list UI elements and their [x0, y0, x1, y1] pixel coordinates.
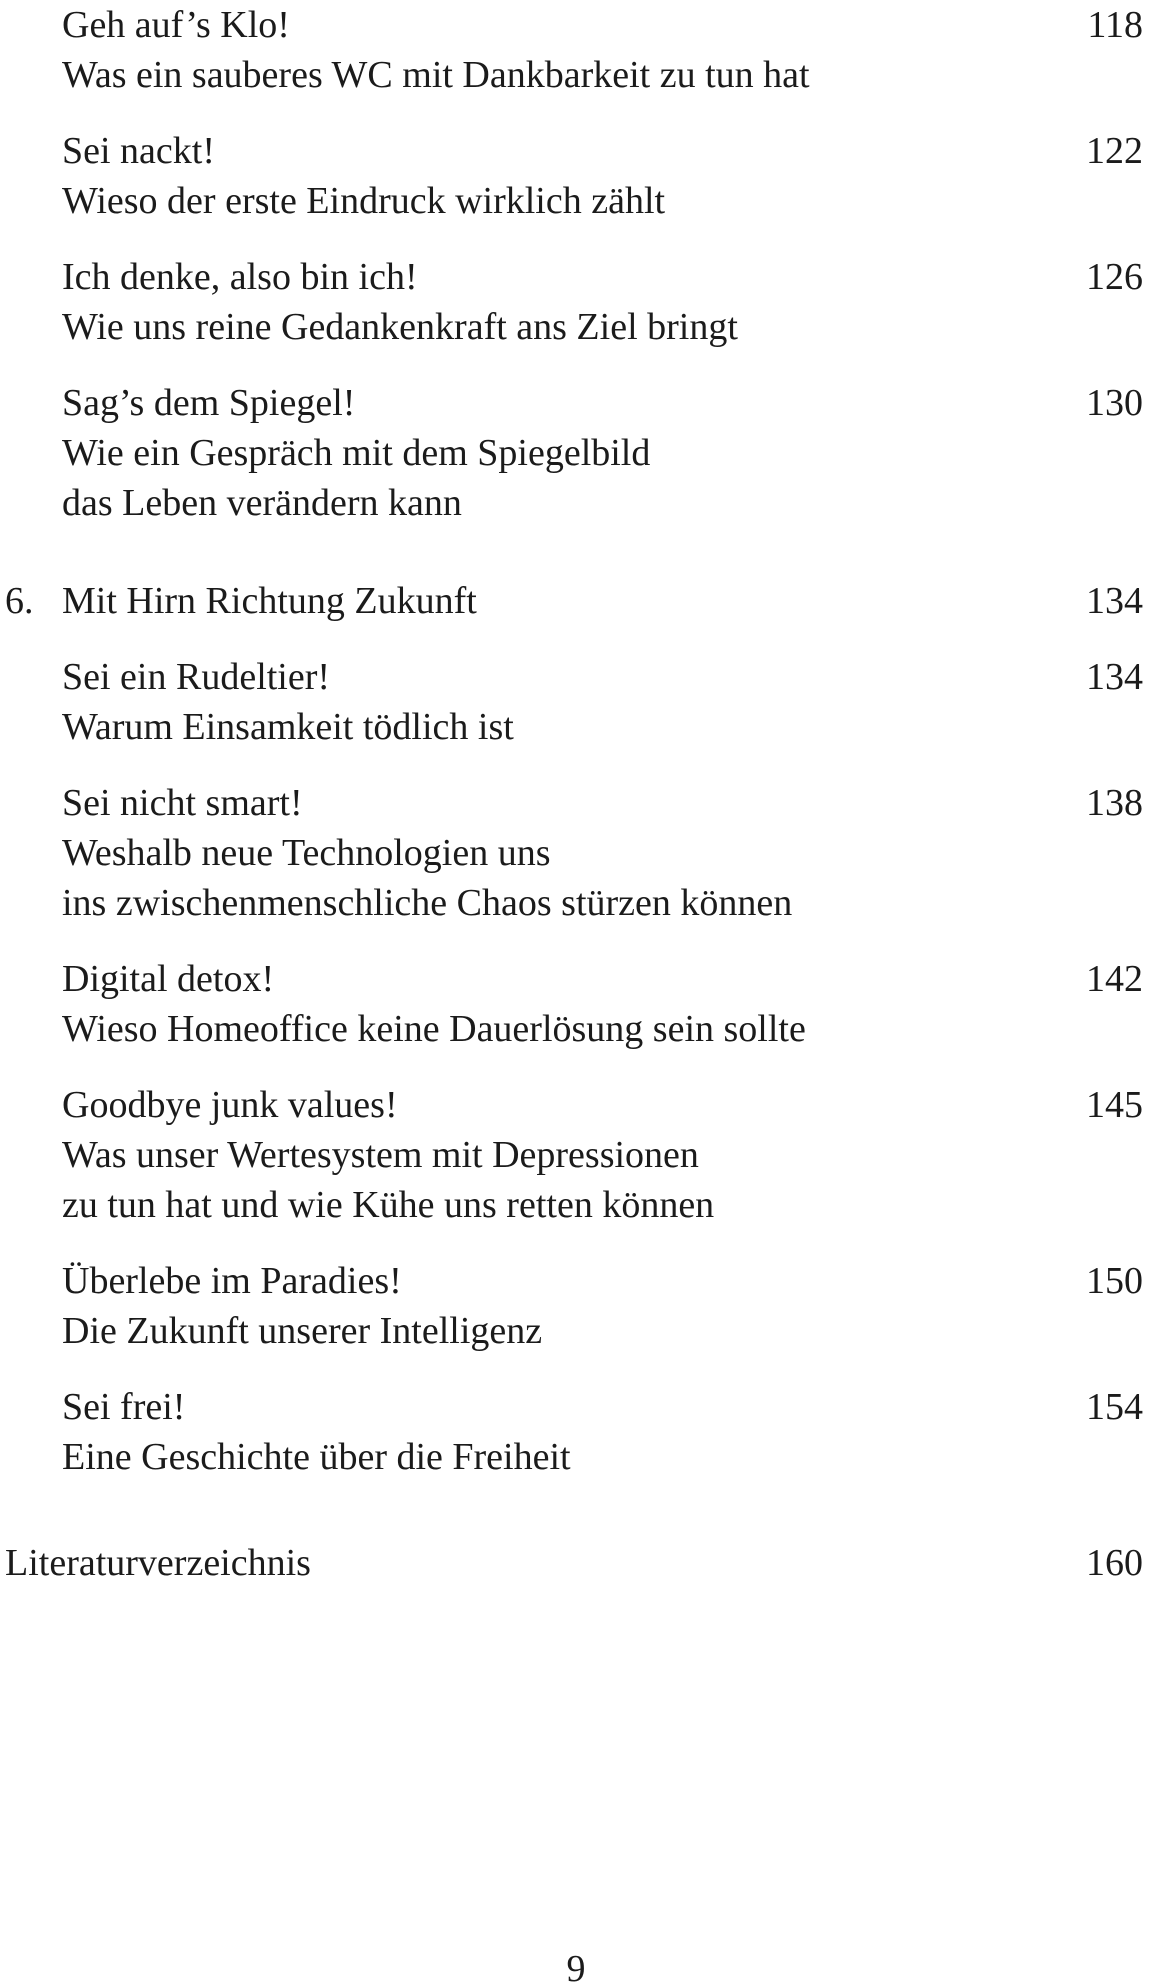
toc-entry — [5, 778, 1143, 928]
toc-entry — [5, 652, 1143, 752]
toc-entry-title: Sei ein Rudeltier! — [62, 656, 331, 698]
toc-entry-title: Goodbye junk values! — [62, 1084, 398, 1126]
toc-entry-title: Mit Hirn Richtung Zukunft — [62, 580, 477, 622]
toc-entry-title-row — [62, 1382, 1143, 1432]
toc-entry-title-row — [62, 954, 1143, 1004]
toc-entry-title-row — [62, 1080, 1143, 1130]
toc-entry-subtitle-line: Die Zukunft unserer Intelligenz — [62, 1310, 543, 1352]
toc-entry-subtitle-line: Wieso Homeoffice keine Dauerlösung sein sollte — [62, 1008, 806, 1050]
toc-entry-subtitle-line: Was ein sauberes WC mit Dankbarkeit zu tun hat — [62, 54, 810, 96]
toc-entry — [5, 0, 1143, 100]
toc-entry-title-row — [62, 126, 1143, 176]
toc-entry-title: Digital detox! — [62, 958, 275, 1000]
toc-entry-subtitle-line: Weshalb neue Technologien uns — [62, 832, 551, 874]
toc-entry-subtitle-line: ins zwischenmenschliche Chaos stürzen können — [62, 882, 793, 924]
toc-entry-title: Überlebe im Paradies! — [62, 1260, 402, 1302]
toc-entry-title-row — [62, 1256, 1143, 1306]
toc-entry-title: Sei frei! — [62, 1386, 186, 1428]
toc-entry-page-number: 154 — [1086, 1386, 1143, 1428]
toc-entry-literaturverzeichnis — [5, 1538, 1143, 1588]
toc-entry-page-number: 122 — [1086, 130, 1143, 172]
toc-entry-subtitle-line: Wie ein Gespräch mit dem Spiegelbild — [62, 432, 651, 474]
toc-entry-title-row — [62, 252, 1143, 302]
toc-entry-title: Sei nicht smart! — [62, 782, 303, 824]
toc-entry-page-number: 145 — [1086, 1084, 1143, 1126]
toc-entry-title-row — [62, 778, 1143, 828]
toc-entry-subtitle-line: zu tun hat und wie Kühe uns retten können — [62, 1184, 715, 1226]
toc-entry-subtitle-line: das Leben verändern kann — [62, 482, 462, 524]
toc-entry-page-number: 134 — [1086, 580, 1143, 622]
toc-entry — [5, 252, 1143, 352]
toc-entry-title: Sag’s dem Spiegel! — [62, 382, 356, 424]
toc-entry-page-number: 118 — [1087, 4, 1143, 46]
toc-entry-page-number: 134 — [1086, 656, 1143, 698]
toc-entry-title: Geh auf’s Klo! — [62, 4, 290, 46]
toc-entry — [5, 378, 1143, 528]
toc-entry-page-number: 142 — [1086, 958, 1143, 1000]
toc-entry-title-row — [5, 1538, 1143, 1588]
toc-entry-subtitle-line: Eine Geschichte über die Freiheit — [62, 1436, 571, 1478]
toc-entry-page-number: 130 — [1086, 382, 1143, 424]
toc-entry — [5, 126, 1143, 226]
toc-entry-title: Ich denke, also bin ich! — [62, 256, 418, 298]
toc-entry-subtitle-line: Was unser Wertesystem mit Depressionen — [62, 1134, 699, 1176]
toc-entry-title-row — [62, 652, 1143, 702]
toc-entry-title-row — [62, 0, 1143, 50]
toc-entry-title-row — [62, 378, 1143, 428]
toc-entry-subtitle-line: Wieso der erste Eindruck wirklich zählt — [62, 180, 666, 222]
toc-entry-page-number: 138 — [1086, 782, 1143, 824]
toc-entry-page-number: 150 — [1086, 1260, 1143, 1302]
table-of-contents — [5, 0, 1143, 1588]
toc-entry-list — [5, 0, 1143, 1482]
toc-entry-title: Sei nackt! — [62, 130, 216, 172]
toc-entry-page-number: 160 — [1086, 1542, 1143, 1584]
toc-entry-subtitle-line: Warum Einsamkeit tödlich ist — [62, 706, 514, 748]
toc-entry — [5, 576, 1143, 626]
page-number-folio: 9 — [566, 1948, 586, 1984]
toc-entry-page-number: 126 — [1086, 256, 1143, 298]
toc-entry — [5, 954, 1143, 1054]
toc-entry — [5, 1080, 1143, 1230]
toc-entry — [5, 1256, 1143, 1356]
toc-entry-subtitle-line: Wie uns reine Gedankenkraft ans Ziel bringt — [62, 306, 738, 348]
toc-entry — [5, 1382, 1143, 1482]
chapter-number: 6. — [5, 580, 34, 622]
toc-entry-title-row — [5, 576, 1143, 626]
toc-entry-title: Literaturverzeichnis — [5, 1542, 311, 1584]
